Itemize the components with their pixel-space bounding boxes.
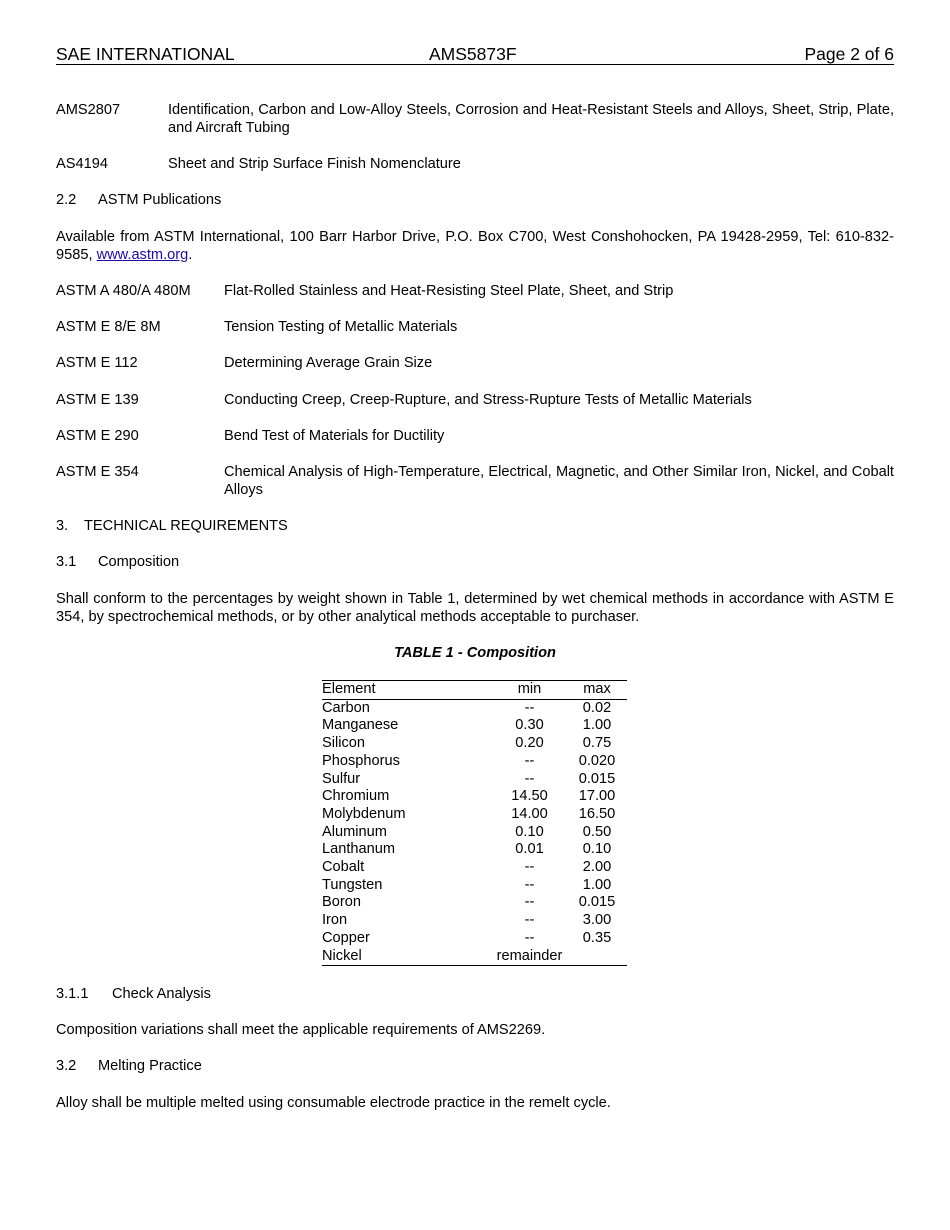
section-title: Composition xyxy=(98,554,180,570)
page-header xyxy=(56,44,894,65)
reference-code: ASTM E 8/E 8M xyxy=(56,319,161,335)
min-cell: -- xyxy=(524,859,535,876)
section-heading-3 xyxy=(56,518,894,536)
composition-table xyxy=(322,680,627,966)
element-cell: Aluminum xyxy=(322,823,387,840)
column-header-max: max xyxy=(583,681,611,697)
table-row xyxy=(322,930,627,948)
element-cell: Boron xyxy=(322,894,361,911)
header-org: SAE INTERNATIONAL xyxy=(56,44,235,64)
column-header-min: min xyxy=(517,681,542,697)
min-cell: 14.50 xyxy=(511,788,548,805)
element-cell: Molybdenum xyxy=(322,805,406,822)
element-cell: Phosphorus xyxy=(322,752,400,769)
element-cell: Silicon xyxy=(322,735,365,752)
document-page xyxy=(56,0,894,1230)
max-cell: 0.020 xyxy=(578,752,616,769)
reference-code: ASTM E 139 xyxy=(56,392,139,408)
max-cell: 1.00 xyxy=(582,717,612,734)
section-number: 3.1.1 xyxy=(56,986,89,1002)
reference-description: Bend Test of Materials for Ductility xyxy=(224,428,445,444)
table-row xyxy=(322,877,627,895)
section-number: 2.2 xyxy=(56,192,77,208)
reference-astm-e139 xyxy=(56,392,894,410)
element-cell: Iron xyxy=(322,912,348,929)
reference-astm-e112 xyxy=(56,355,894,373)
table-row xyxy=(322,859,627,877)
element-cell: Chromium xyxy=(322,788,390,805)
reference-astm-e290 xyxy=(56,428,894,446)
element-cell: Tungsten xyxy=(322,876,383,893)
section-heading-3-1-1 xyxy=(56,986,894,1004)
table-row xyxy=(322,788,627,806)
table-row xyxy=(322,841,627,859)
table-row xyxy=(322,753,627,771)
max-cell: 0.015 xyxy=(578,894,616,911)
max-cell: 3.00 xyxy=(582,912,612,929)
section-title: Melting Practice xyxy=(98,1058,202,1074)
min-cell: 14.00 xyxy=(511,805,548,822)
availability-end: . xyxy=(188,246,193,263)
min-cell: -- xyxy=(524,929,535,946)
min-cell: 0.10 xyxy=(515,823,544,840)
element-cell: Carbon xyxy=(322,699,370,716)
table-title: TABLE 1 - Composition xyxy=(394,645,556,661)
section-heading-2-2 xyxy=(56,192,894,210)
reference-code: ASTM E 112 xyxy=(56,355,138,371)
max-cell: 2.00 xyxy=(582,859,612,876)
max-cell: 1.00 xyxy=(582,876,612,893)
composition-paragraph: Shall conform to the percentages by weight shown in Table 1, determined by wet chemical methods in accordance with ASTM E 354, by spectrochemical methods, or by other analytical methods acceptable to purchaser. xyxy=(56,591,894,625)
max-cell: 17.00 xyxy=(578,788,616,805)
reference-code: ASTM A 480/A 480M xyxy=(56,283,191,299)
reference-astm-e354 xyxy=(56,464,894,500)
reference-ams2807 xyxy=(56,102,894,138)
reference-code: AMS2807 xyxy=(56,102,121,118)
element-cell: Manganese xyxy=(322,717,399,734)
reference-astm-a480 xyxy=(56,283,894,301)
reference-description: Determining Average Grain Size xyxy=(224,355,433,371)
max-cell: 16.50 xyxy=(578,805,616,822)
min-cell: 0.01 xyxy=(515,841,544,858)
element-cell: Nickel xyxy=(322,947,362,964)
table-row xyxy=(322,735,627,753)
reference-description: Flat-Rolled Stainless and Heat-Resisting Steel Plate, Sheet, and Strip xyxy=(224,283,674,299)
max-cell: 0.015 xyxy=(578,770,616,787)
reference-description: Chemical Analysis of High-Temperature, Electrical, Magnetic, and Other Similar Iron, Nickel, and Cobalt Alloys xyxy=(224,464,894,498)
max-cell xyxy=(567,948,627,966)
table-row xyxy=(322,699,627,717)
section-number: 3.2 xyxy=(56,1058,77,1074)
reference-astm-e8 xyxy=(56,319,894,337)
reference-description: Sheet and Strip Surface Finish Nomenclature xyxy=(168,156,461,172)
section-heading-3-2 xyxy=(56,1058,894,1076)
astm-availability-paragraph xyxy=(56,229,894,264)
section-title: Check Analysis xyxy=(112,986,211,1002)
element-cell: Cobalt xyxy=(322,859,365,876)
max-cell: 0.50 xyxy=(582,823,612,840)
min-cell: -- xyxy=(524,912,535,929)
min-cell: remainder xyxy=(496,947,563,964)
table-row xyxy=(322,912,627,930)
table-row xyxy=(322,771,627,789)
element-cell: Sulfur xyxy=(322,770,361,787)
table-row xyxy=(322,717,627,735)
element-cell: Copper xyxy=(322,929,370,946)
availability-text: Available from ASTM International, 100 Barr Harbor Drive, P.O. Box C700, West Conshohocken, PA 19428-2959, Tel: 610-832-9585, xyxy=(56,229,894,263)
table-header-row xyxy=(322,681,627,700)
reference-description: Identification, Carbon and Low-Alloy Steels, Corrosion and Heat-Resistant Steels and Alloys, Sheet, Strip, Plate, and Aircraft Tubing xyxy=(168,102,894,136)
min-cell: 0.30 xyxy=(515,717,544,734)
min-cell: -- xyxy=(524,752,535,769)
reference-code: ASTM E 354 xyxy=(56,464,139,480)
table-row xyxy=(322,948,627,966)
max-cell: 0.75 xyxy=(582,735,612,752)
section-title: TECHNICAL REQUIREMENTS xyxy=(84,518,288,534)
section-heading-3-1 xyxy=(56,554,894,572)
min-cell: -- xyxy=(524,876,535,893)
reference-code: ASTM E 290 xyxy=(56,428,139,444)
max-cell: 0.10 xyxy=(582,841,612,858)
section-number: 3. xyxy=(56,518,69,534)
element-cell: Lanthanum xyxy=(322,841,396,858)
astm-website-link[interactable]: www.astm.org xyxy=(96,246,189,263)
check-analysis-paragraph: Composition variations shall meet the applicable requirements of AMS2269. xyxy=(56,1022,546,1038)
min-cell: -- xyxy=(524,770,535,787)
max-cell: 0.35 xyxy=(582,929,612,946)
min-cell: 0.20 xyxy=(515,735,544,752)
header-doc-number: AMS5873F xyxy=(429,44,517,64)
table-row xyxy=(322,806,627,824)
reference-code: AS4194 xyxy=(56,156,108,172)
section-title: ASTM Publications xyxy=(98,192,222,208)
table-row xyxy=(322,824,627,842)
header-page-number: Page 2 of 6 xyxy=(804,44,894,64)
column-header-element: Element xyxy=(322,681,376,697)
reference-description: Conducting Creep, Creep-Rupture, and Stress-Rupture Tests of Metallic Materials xyxy=(224,392,752,408)
table-row xyxy=(322,894,627,912)
reference-as4194 xyxy=(56,156,894,174)
melting-practice-paragraph: Alloy shall be multiple melted using consumable electrode practice in the remelt cycle. xyxy=(56,1095,611,1111)
reference-description: Tension Testing of Metallic Materials xyxy=(224,319,458,335)
min-cell: -- xyxy=(524,894,535,911)
max-cell: 0.02 xyxy=(582,699,612,716)
section-number: 3.1 xyxy=(56,554,77,570)
min-cell: -- xyxy=(524,699,535,716)
